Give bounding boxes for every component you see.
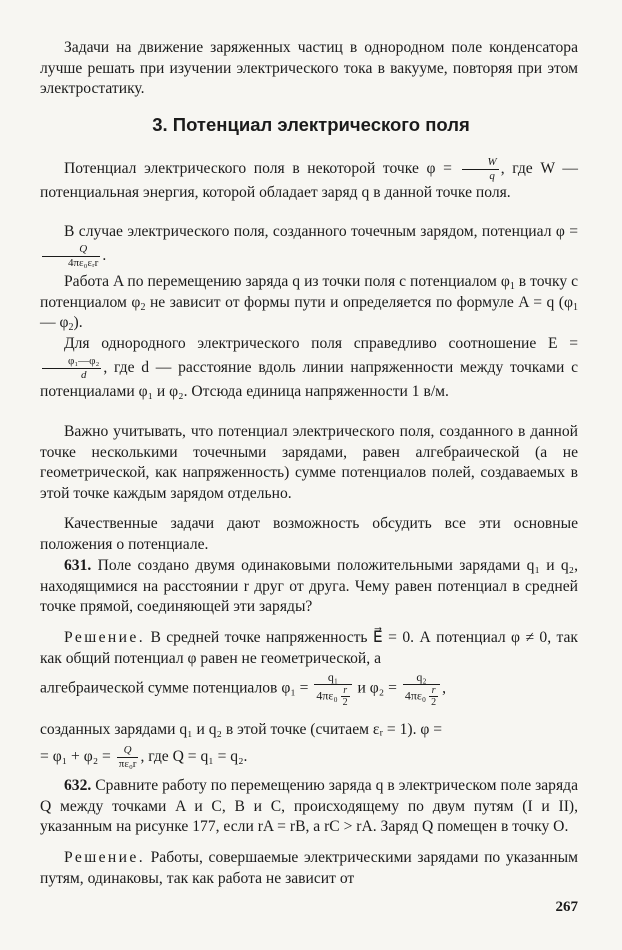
fraction-potential-difference	[42, 355, 101, 382]
problem-632	[40, 776, 578, 838]
formula-text: ,	[442, 679, 447, 697]
paragraph-potential-definition	[40, 156, 578, 204]
inner-denominator: 2	[342, 697, 348, 708]
paragraph-superposition: Важно учитывать, что потенциал электрического поля, созданного в данной точке несколькими точечными зарядами, равен алгебраической (а не геометрической, как напряженность) сумме потенциалов полей, создаваемых в этой точке каждым зарядом отдельно.	[40, 423, 578, 502]
fraction-total-potential	[117, 744, 139, 771]
fraction-denominator: d	[80, 368, 87, 381]
fraction-w-over-q	[462, 156, 499, 183]
solution-text: Работы, совершаемые электрическими зарядами по указанным путям, одинаковы, так как работа не зависит от	[40, 849, 578, 887]
intro-paragraph: Задачи на движение заряженных частиц в однородном поле конденсатора лучше решать при изучении электрического тока в вакууме, повторяя при этом электростатику.	[40, 39, 578, 98]
p3-part: ).	[73, 314, 83, 332]
solution-631-conclusion	[40, 720, 578, 741]
fraction-phi2	[403, 670, 440, 708]
fraction-phi1	[314, 670, 351, 708]
p4-text: Для однородного электрического поля справедливо соотношение E =	[64, 335, 578, 352]
p3-part: — φ	[40, 314, 69, 332]
fraction-denominator: q	[489, 170, 495, 182]
fraction-numerator: q₂	[403, 670, 440, 685]
paragraph-uniform-field	[40, 334, 578, 402]
page-number: 267	[555, 899, 578, 915]
fraction-numerator: q₁	[314, 670, 351, 685]
problem-text: Сравните работу по перемещению заряда q в электрическом поле заряда Q между точками A и C, B и C, происходящему по двум путям (I и II), указанным на рисунке 177, если rA = rB, а rC > rA. Заряд Q помещен в точку O.	[40, 777, 578, 836]
fraction-denominator: πε₀r	[118, 758, 137, 770]
formula-text: алгебраической сумме потенциалов φ₁ =	[40, 679, 309, 697]
formula-text: созданных зарядами q₁ и q₂ в этой точке (считаем εᵣ = 1). φ =	[40, 721, 443, 738]
paragraph-work: Работа A по перемещению заряда q из точки поля с потенциалом $\varphi_1$ в точку с потенциалом $\varphi_2$ не зависит от формы пути и определяется по формуле A = q ($\varphi_1$ — $\varphi_2$).	[40, 273, 578, 334]
inner-numerator: r	[429, 685, 438, 697]
p3-part: Работа A по перемещению заряда q из точки поля с потенциалом φ	[64, 273, 510, 290]
denominator-factor: 4πε₀	[316, 688, 338, 703]
p1-text: Потенциал электрического поля в некоторой точке φ =	[64, 160, 452, 178]
solution-632	[40, 848, 578, 889]
paragraph-qualitative: Качественные задачи дают возможность обсудить все эти основные положения о потенциале.	[40, 515, 578, 553]
formula-text: и φ₂ =	[357, 679, 397, 697]
paragraph-point-charge: В случае электрического поля, созданного точечным зарядом, потенциал φ = $\frac{Q}{\text{4πε₀εᵣr}}$ .	[40, 222, 578, 270]
fraction-denominator	[314, 685, 351, 708]
p4-continuation: , где d — расстояние вдоль линии напряженности между точками с потенциалами φ₁ и φ₂. Отсюда единица напряженности 1 в/м.	[40, 358, 578, 400]
problem-number: 631.	[64, 557, 92, 574]
fraction-numerator: Q	[117, 744, 139, 758]
fraction-numerator: Q	[42, 243, 100, 257]
solution-631	[40, 628, 578, 669]
fraction-numerator: φ₁—φ₂	[42, 355, 101, 369]
solution-text: В средней точке напряженность E⃗ = 0. А потенциал φ ≠ 0, так как общий потенциал φ равен не геометрической, а	[40, 629, 578, 667]
p1-continuation: , где W — потенциальная энергия, которой обладает заряд q в данной точке поля.	[40, 160, 578, 201]
half-r-fraction	[341, 685, 350, 708]
inner-numerator: r	[341, 685, 350, 697]
problem-number: 632.	[64, 777, 92, 794]
fraction-denominator	[403, 685, 440, 708]
fraction-numerator: W	[462, 156, 499, 170]
solution-label: Решение.	[64, 849, 146, 866]
formula-text: = φ₁ + φ₂ =	[40, 748, 111, 766]
solution-631-result	[40, 744, 578, 771]
denominator-factor: 4πε₀	[404, 688, 427, 703]
problem-631	[40, 556, 578, 618]
half-r-fraction	[429, 685, 438, 708]
inner-denominator: 2	[431, 697, 437, 708]
solution-631-formula-line	[40, 670, 578, 708]
formula-text: , где Q = q₁ = q₂.	[140, 748, 248, 766]
fraction-denominator: 4πε₀εᵣr	[68, 256, 99, 269]
fraction-point-charge-potential	[42, 243, 100, 270]
p2-text: В случае электрического поля, созданного точечным зарядом, потенциал φ =	[64, 223, 578, 240]
problem-text: Поле создано двумя одинаковыми положительными зарядами q₁ и q₂, находящимися на расстоянии r друг от друга. Чему равен потенциал в средней точке прямой, соединяющей эти заряды?	[40, 557, 578, 616]
section-title: 3. Потенциал электрического поля	[152, 114, 470, 135]
solution-label: Решение.	[64, 629, 146, 646]
p3-part: в точку с потенциалом φ	[40, 273, 578, 311]
p3-part: не зависит от формы пути и определяется по формуле A = q (φ	[145, 293, 573, 311]
